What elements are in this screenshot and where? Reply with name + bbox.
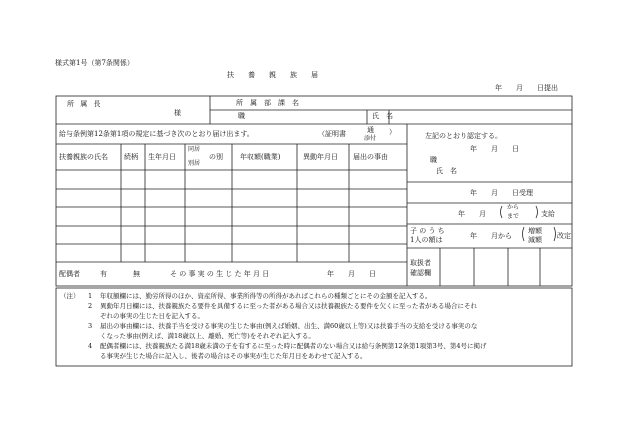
pay-shikyu: 支給 [541,210,555,218]
pay-from: から [507,204,520,211]
certificate-attached: 添付 [364,135,377,142]
spouse-no: 無 [133,270,140,278]
col-reason: 届出の事由 [353,153,388,161]
col-cohab-2: 別居 [188,160,201,167]
col-name: 扶養親族の氏名 [59,153,108,161]
note-3-num: 3 [88,322,93,330]
decrease-label: 減額 [528,236,542,244]
pay-year-month: 年 月 [458,210,486,218]
pay-until: まで [507,213,520,220]
name-label: 氏 名 [372,112,393,120]
note-4-num: 4 [88,342,93,350]
statement-text: 給与条例第12条第1項の規定に基づき次のとおり届け出ます。 [59,130,254,138]
form-title: 扶 養 親 族 届 [227,71,318,79]
col-relation: 続柄 [124,153,138,161]
note-1-num: 1 [88,292,93,300]
child-year-month: 年 月から [470,232,512,240]
col-birth: 生年月日 [148,153,176,161]
department-label: 所 属 部 課 名 [236,99,299,107]
approval-name: 氏 名 [436,167,457,175]
child-label-1: 子 の う ち [410,227,445,235]
spouse-label: 配偶者 [59,270,80,278]
col-cohab-1: 同居 [188,146,201,153]
certificate-close: ） [389,128,396,136]
note-mark: （注） [60,292,80,300]
spouse-fact-date: 年 月 日 [327,270,376,278]
revision-label: 改定 [557,232,571,240]
form-number: 様式第1号（第7条関係） [55,59,134,67]
col-change-date: 異動年月日 [303,153,338,161]
certificate-open: （証明書 [318,130,346,138]
note-2-line-2: ぞれの事実の生じた日を記入する。 [100,312,204,320]
spouse-yes: 有 [100,270,107,278]
note-2-line-1: 異動年月日欄には、扶養親族たる要件を具備するに至った者がある場合又は扶養親族たる要件を欠くに至った者がある場合にそれ [100,302,477,310]
col-cohab-3: の別 [209,153,223,161]
sama-label: 様 [174,109,181,117]
approval-position: 職 [430,156,437,164]
approval-text: 左記のとおり認定する。 [425,132,502,140]
note-4-line-1: 配偶者欄には、扶養親族たる満18歳未満の子を有するに至った時に配偶者のない場合又は給与条例第12条第1項第3号、第4号に掲げ [100,342,487,350]
spouse-fact-date-label: そ の 事 実 の 生 じ た 年 月 日 [170,270,270,278]
handler-label-2: 確認欄 [410,269,431,277]
certificate-count: 通 [367,126,374,134]
col-income: 年収額(職業) [240,153,281,161]
note-3-line-2: くなった事由(例えば、満18歳以上、離婚、死亡等)をそれぞれ記入する。 [100,332,315,340]
child-label-2: 1人の額は [410,236,443,244]
shozoku-cho-label: 所 属 長 [67,100,103,108]
received-date: 年 月 日受理 [470,189,533,197]
handler-label-1: 取扱者 [410,259,431,267]
submit-date: 年 月 日提出 [495,84,558,92]
note-1-line-1: 年収額欄には、勤労所得のほか、資産所得、事業所得等の所得があればこれらの種類ごとにその金額を記入する。 [100,292,432,300]
approval-date: 年 月 日 [470,145,519,153]
note-3-line-1: 届出の事由欄には、扶養手当を受ける事実の生じた事由(例えば婚姻、出生、満60歳以上等)又は扶養手当の支給を受ける事実のな [100,322,478,330]
position-label: 職 [238,112,245,120]
increase-label: 増額 [528,227,542,235]
note-4-line-2: る事実が生じた場合に記入し、後者の場合はその事実が生じた年月日をあわせて記入する。 [100,352,367,360]
note-2-num: 2 [88,302,93,310]
